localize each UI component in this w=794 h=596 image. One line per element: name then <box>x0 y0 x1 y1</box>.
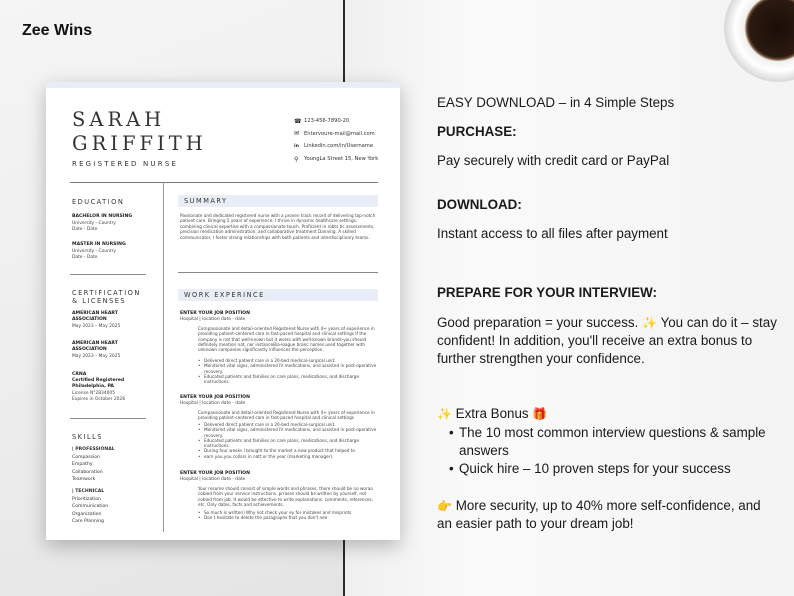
download-text: Instant access to all files after payment <box>437 226 668 241</box>
crna-line: Certified Registered <box>72 378 125 383</box>
job-bullet: • Monitored vital signs, administered IV medications, and assisted in post-operative recovery. <box>198 427 380 438</box>
prepare-heading: PREPARE FOR YOUR INTERVIEW: <box>437 285 657 300</box>
gift-icon: 🎁 <box>532 407 548 421</box>
sparkle-icon: ✨ <box>437 407 452 421</box>
resume-contacts <box>294 115 378 165</box>
header-rule <box>70 182 378 183</box>
job-bullet: • Delivered direct patient care in a 20-bed medical-surgical unit. <box>198 422 380 427</box>
coffee-cup-image <box>724 0 794 82</box>
skill-item: Care Planning <box>72 519 104 525</box>
summary-heading: SUMMARY <box>178 195 378 207</box>
job-bullet: • So much is written) Why not check your ey for mistakes and misprints <box>198 510 380 515</box>
left-section-rule <box>70 274 146 275</box>
job-bullet: • Educated patients and families on care plans, medications, and discharge instructions. <box>198 438 380 449</box>
education-heading: EDUCATION <box>72 198 125 206</box>
education-item-date: Date - Date <box>72 227 98 232</box>
job-bullet: • During four weeks I brought to the market a new product that helped to <box>198 448 380 453</box>
contact-email: ✉ Entervoure-mail@mail.com <box>294 130 375 138</box>
skills-heading: SKILLS <box>72 433 103 441</box>
education-item-school: University - Country <box>72 249 116 254</box>
easy-download-title: EASY DOWNLOAD – in 4 Simple Steps <box>437 95 675 110</box>
purchase-text: Pay securely with credit card or PayPal <box>437 153 670 168</box>
job-title: ENTER YOUR JOB POSITION <box>180 311 250 316</box>
resume-role: REGISTERED NURSE <box>72 160 179 168</box>
job-title: ENTER YOUR JOB POSITION <box>180 471 250 476</box>
phone-icon: ☎ <box>294 117 302 125</box>
job-bullet: • Educated patients and families on care plans, medications, and discharge instructions. <box>198 374 380 385</box>
resume-name <box>72 108 207 156</box>
security-text: 👉 More security, up to 40% more self-confidence, and an easier path to your dream job! <box>437 498 761 531</box>
contact-address: ⚲ YoungLa Street 15, New York <box>294 155 379 163</box>
mail-icon: ✉ <box>294 130 300 138</box>
column-rule <box>163 182 164 532</box>
crna-title: CRNA <box>72 372 87 377</box>
right-section-rule <box>178 272 378 273</box>
resume-last-name: GRIFFITH <box>72 132 207 155</box>
education-item-date: Date - Date <box>72 255 98 260</box>
skill-item: Prioritization <box>72 496 101 502</box>
crna-line: Philadelphia, PA <box>72 384 114 389</box>
job-bullet: • Don t hesitate to delete the paragraphs that you don't nee <box>198 515 380 520</box>
purchase-heading: PURCHASE: <box>437 124 517 139</box>
job-description: Compassionate and detail-oriented Registered Nurse with 4+ years of experience in providing patient-centered care in fast-paced hospital and clinical settings <box>198 410 375 421</box>
summary-text: Passionate and dedicated registered nurse with a proven track record of delivering top-notch patient care. Bringing 5 years of experience, I thrive in dynamic healthcare settings, combining clinical expertise with a compassionate touch. Proficient in robts tic assessments, precision medication administration, and collaborative treatment Danning. A skilled communicator, I foster strong relationships with both patients and interdisciplinary teams. <box>180 213 376 240</box>
certification-item-title: AMERICAN HEART <box>72 341 118 346</box>
job-title: ENTER YOUR JOB POSITION <box>180 395 250 400</box>
job-meta: Hospital | location date - date <box>180 477 246 482</box>
resume-first-name: SARAH <box>72 108 166 131</box>
job-bullet: • earn you.you collars in natt or the year (marketing manager). <box>198 454 380 459</box>
job-bullets <box>198 510 380 521</box>
skill-item: Collaboration <box>72 469 103 475</box>
bonus-item: • Quick hire – 10 proven steps for your success <box>437 460 777 478</box>
prepare-text: Good preparation = your success. ✨ You can do it – stay confident! In addition, you'll receive an extra bonus to further strengthen your confidence. <box>437 315 777 366</box>
skills-group-professional: | PROFESSIONAL Compassion Empathy Collaboration Teamwork <box>72 447 115 483</box>
bonus-heading: ✨ Extra Bonus 🎁 <box>437 406 548 421</box>
skill-item: Compassion <box>72 454 101 460</box>
left-section-rule <box>70 418 146 419</box>
certification-item-title: AMERICAN HEART <box>72 311 118 316</box>
skill-item: Empathy <box>72 462 93 468</box>
skill-item: Teamwork <box>72 477 96 483</box>
resume-top-strip <box>46 82 400 88</box>
bonus-item: • The 10 most common interview questions & sample answers <box>437 424 777 460</box>
contact-phone: ☎ 123-456-7890-20 <box>294 117 350 125</box>
job-description: Compassionate and detail-oriented Registered Nurse with 4+ years of experience in providing patient-centered care in fast-paced hospital and clinical settings If the company is not that well-known but it works with well-known brands-you should definitely mention nat, nor instanceBia-league branc names used together with unknown companies significantly influences the perception. <box>198 326 375 353</box>
resume-preview <box>46 82 400 540</box>
education-item-title: MASTER IN NURSING <box>72 242 126 247</box>
work-heading: WORK EXPERINCE <box>178 289 378 301</box>
skill-item: Communication <box>72 504 109 510</box>
job-bullet: • Delivered direct patient care in a 20-bed medical-surgical unit. <box>198 358 380 363</box>
brand-name: Zee Wins <box>22 22 93 39</box>
education-item-title: BACHELOR IN NURSING <box>72 214 133 219</box>
job-bullets <box>198 422 380 459</box>
certification-item-date: May 2023 – May 2025 <box>72 324 121 329</box>
education-item-school: University - Country <box>72 221 116 226</box>
job-meta: Hospital | location date - date <box>180 401 246 406</box>
download-heading: DOWNLOAD: <box>437 197 522 212</box>
crna-line: Expires in October 2028 <box>72 397 126 402</box>
skills-group-technical: | TECHNICAL Prioritization Communication Organization Care Planning <box>72 489 109 525</box>
job-meta: Hospital | location date - date <box>180 317 246 322</box>
sparkle-icon: ✨ <box>642 316 658 330</box>
bonus-list <box>437 424 777 478</box>
crna-line: License N°2834005 <box>72 391 115 396</box>
certification-item-date: May 2023 – May 2025 <box>72 354 121 359</box>
job-description: Your resume should consist of simple words and phrases. there should be no worao cobied from your service instructions. prrases should be.written by yourself, not cobied from job. It would be ettective to write explanations. comments, references, etc. Only dates, facts and achievements. <box>198 486 373 507</box>
job-bullets <box>198 358 380 384</box>
linkedin-icon: in <box>294 143 299 149</box>
skill-item: Organization <box>72 511 102 517</box>
pointing-hand-icon: 👉 <box>437 499 452 513</box>
certification-heading: CERTIFICATION & LICENSES <box>72 289 141 305</box>
certification-item-title: ASSOCIATION <box>72 317 107 322</box>
contact-linkedin: in Linkedin.com/in/Username <box>294 143 374 150</box>
job-bullet: • Monitored vital signs, administered IV medications, and assisted in post-operative recovery. <box>198 363 380 374</box>
location-pin-icon: ⚲ <box>294 155 299 163</box>
certification-item-title: ASSOCIATION <box>72 347 107 352</box>
